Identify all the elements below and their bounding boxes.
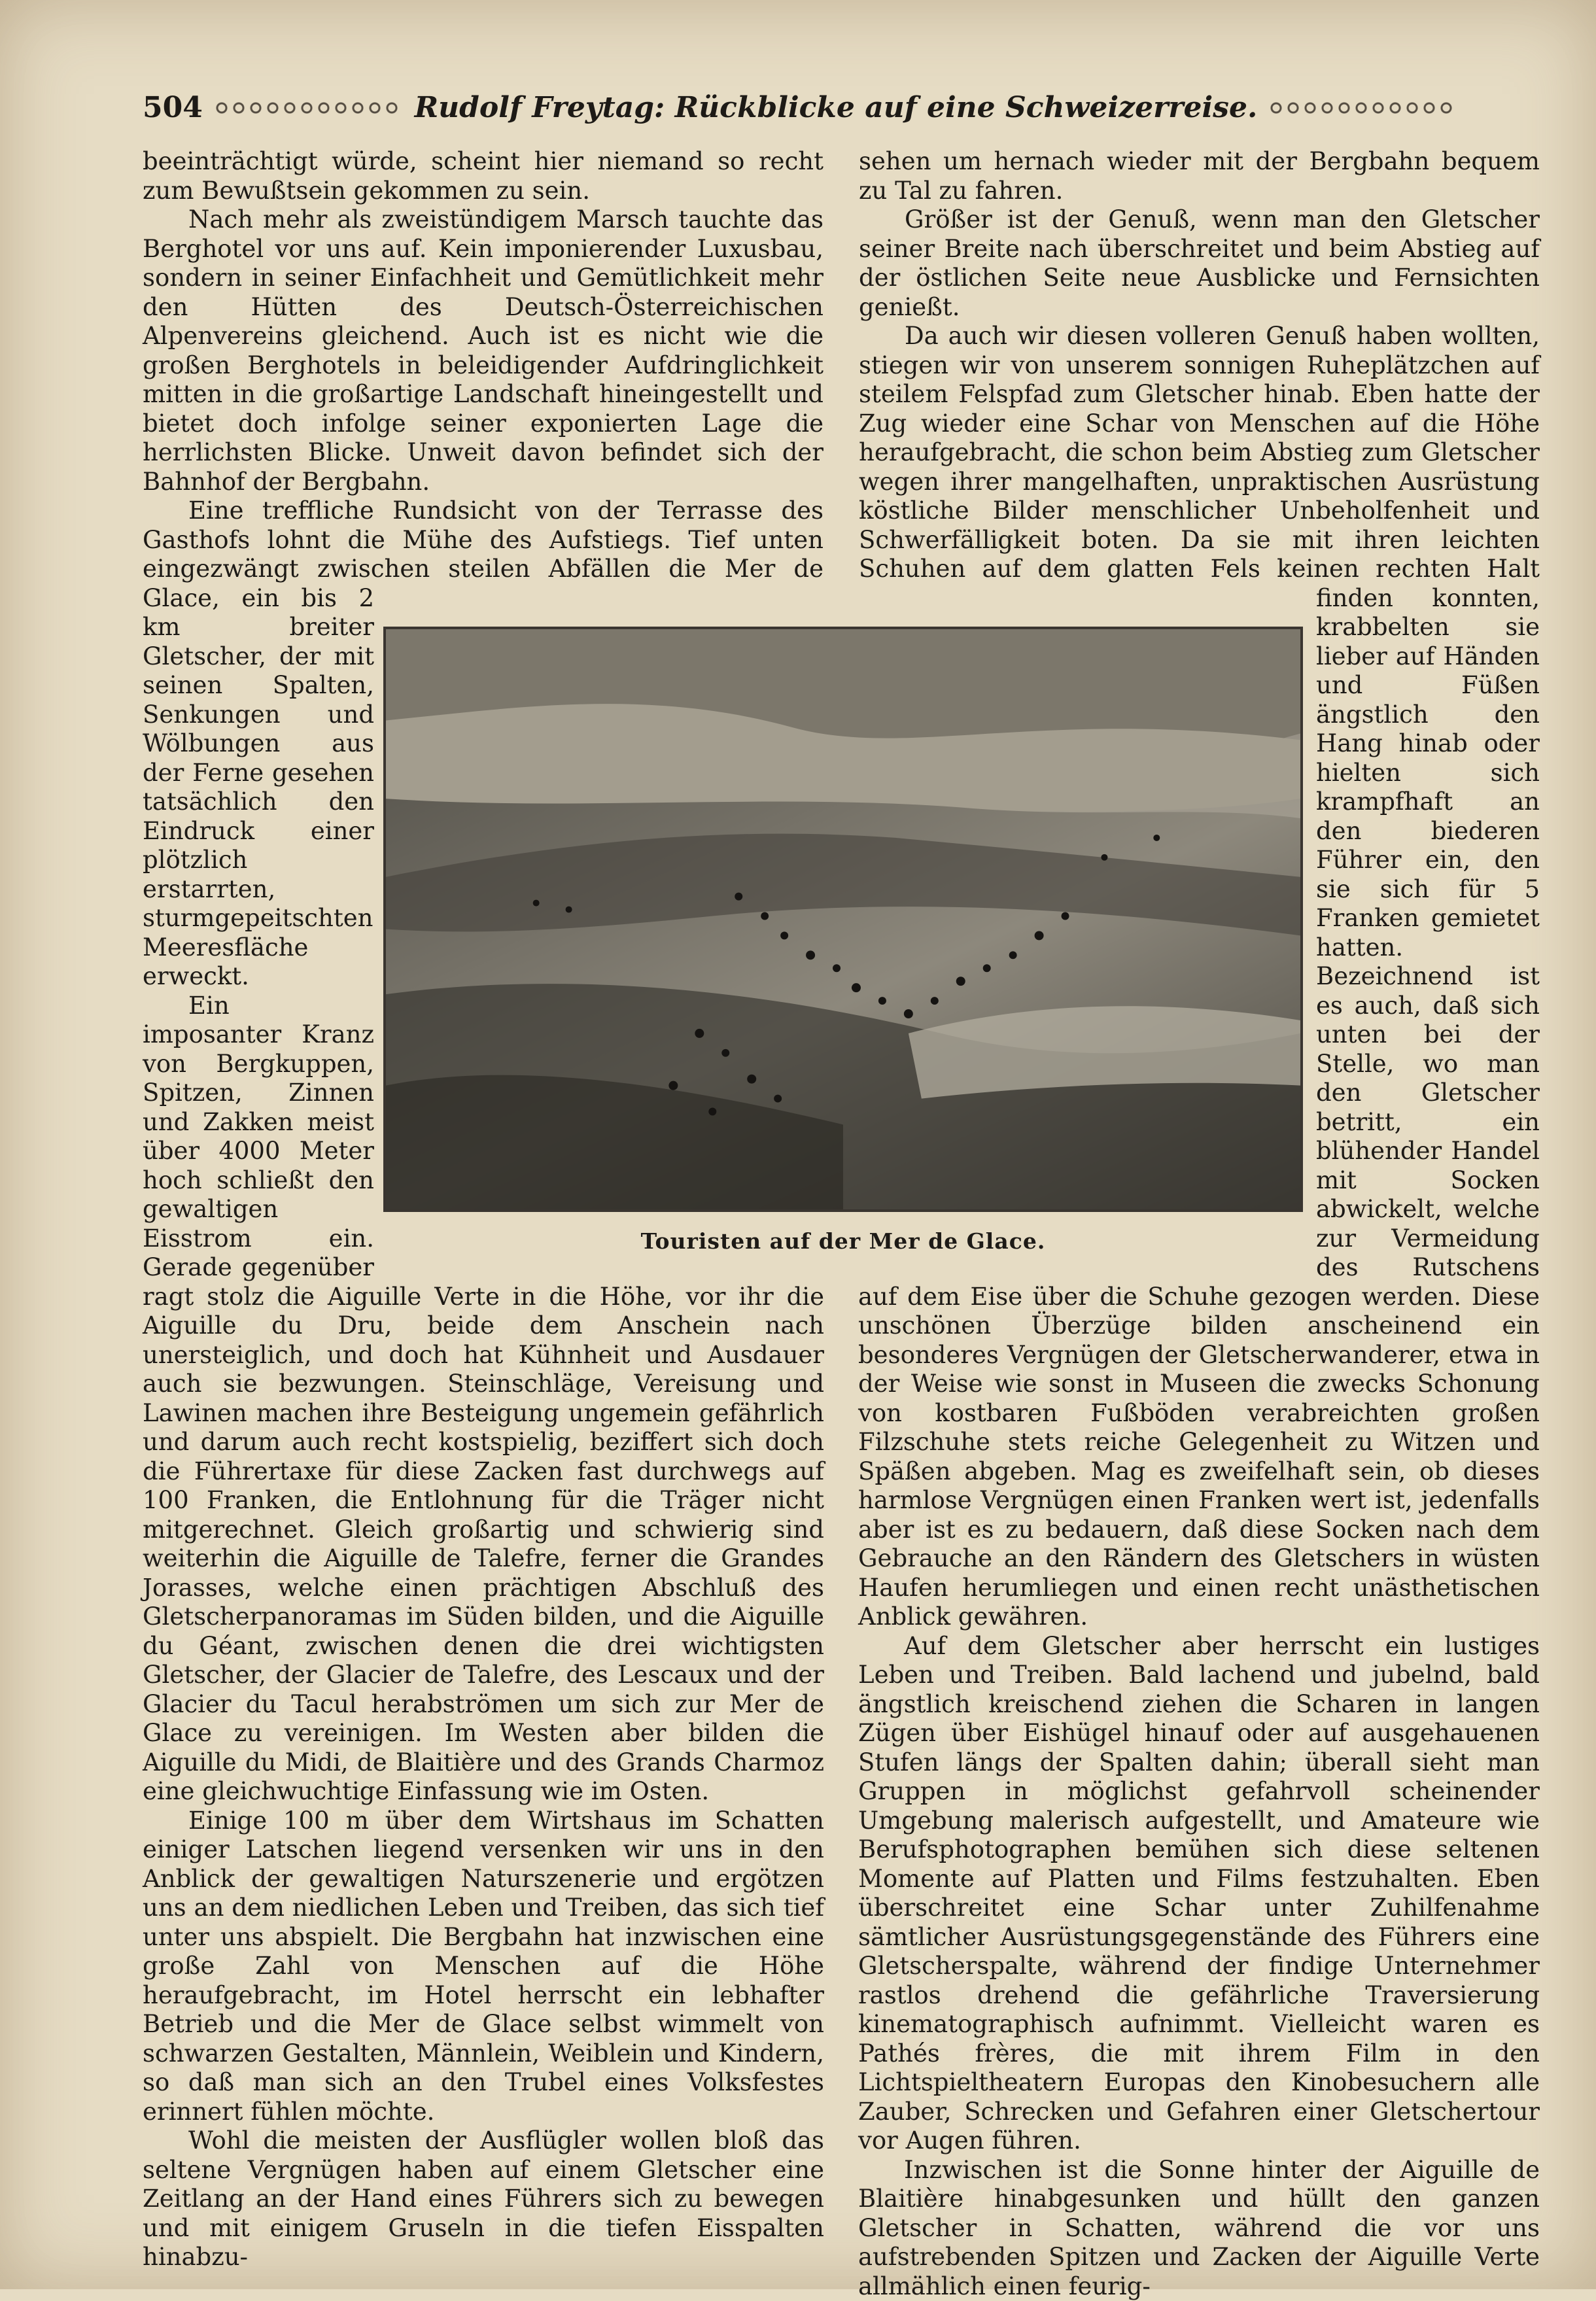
paragraph: Inzwischen ist die Sonne hinter der Aiguille de Blaitière hinabgesunken und hüllt den ganzen Gletscher in Schatten, während die vor uns aufstrebenden Spitzen und Zacken der Aiguille Verte allmählich einen feurig- xyxy=(858,2156,1540,2301)
paragraph: Da auch wir diesen volleren Genuß haben wollten, stiegen wir von unserem sonnigen Ruheplätzchen auf steilem Felspfad zum Gletscher hinab. Eben hatte der Zug wieder eine Schar von Menschen auf die Höhe heraufgebracht, die schon beim Abstieg zum Gletscher wegen ihrer mangelhaften, unpraktischen Ausrüstung köstliche Bilder menschlicher Unbeholfenheit und Schwerfälligkeit boten. Da sie mit ihren leichten Schuhen auf dem glatten Fels keinen rechten Halt finden konnten, krabbelten sie lieber auf Händen und Füßen ängstlich den Hang hinab oder hielten sich krampfhaft an den biederen Führer ein, den sie sich für 5 Franken gemietet hatten. Bezeichnend ist es auch, daß sich unten bei der Stelle, wo man den Gletscher betritt, ein blühender Handel mit Socken abwickelt, welche zur Vermeidung des Rutschens auf dem Eise über die Schuhe gezogen werden. Diese unschönen Überzüge bilden anscheinend ein besonderes Vergnügen der Gletscherwanderer, etwa in der Weise wie sonst in Museen die zwecks Schonung von kostbaren Fußböden verabreichten großen Filzschuhe stets reiche Gelegenheit zu Witzen und Späßen abgeben. Mag es zweifelhaft sein, ob dieses harmlose Vergnügen einen Franken wert ist, jedenfalls aber ist es zu bedauern, daß diese Socken nach dem Gebrauche an den Rändern des Gletschers in wüsten Haufen herumliegen und einen recht unästhetischen Anblick gewähren. xyxy=(858,322,1540,1632)
figure-caption: Touristen auf der Mer de Glace. xyxy=(383,1228,1303,1254)
paragraph: sehen um hernach wieder mit der Bergbahn bequem zu Tal zu fahren. xyxy=(858,147,1540,205)
paragraph: Eine treffliche Rundsicht von der Terrasse des Gasthofs lohnt die Mühe des Aufstiegs. Tief unten eingezwängt zwischen steilen Abfällen die Mer de Glace, ein bis 2 km breiter Gletscher, der mit seinen Spalten, Senkungen und Wölbungen aus der Ferne gesehen tatsächlich den Eindruck einer plötzlich erstarrten, sturmgepeitschten Meeresfläche erweckt. xyxy=(143,496,824,992)
ornament-rule-right xyxy=(1269,101,1457,115)
ornament-rule-left xyxy=(215,101,403,115)
paragraph: Größer ist der Genuß, wenn man den Gletscher seiner Breite nach überschreitet und beim Abstieg auf der östlichen Seite neue Ausblicke und Fernsichten genießt. xyxy=(858,205,1540,322)
paragraph: Auf dem Gletscher aber herrscht ein lustiges Leben und Treiben. Bald lachend und jubelnd, bald ängstlich kreischend ziehen die Scharen in langen Zügen über Eishügel hinauf oder auf ausgehauenen Stufen längs der Spalten dahin; überall sieht man Gruppen in möglichst gefahrvoll scheinender Umgebung malerisch aufgestellt, und Amateure wie Berufsphotographen bemühen sich diese seltenen Momente auf Platten und Films festzuhalten. Eben überschreitet eine Schar unter Zuhilfenahme sämtlicher Ausrüstungsgegenstände des Führers eine Gletscherspalte, während der findige Unternehmer rastlos drehend die gefährliche Traversierung kinematographisch aufnimmt. Vielleicht waren es Pathés frères, die mit ihrem Film in den Lichtspieltheatern Europas den Kinobesuchern alle Zauber, Schrecken und Gefahren einer Gletschertour vor Augen führen. xyxy=(858,1632,1540,2156)
paragraph: Ein imposanter Kranz von Bergkuppen, Spitzen, Zinnen und Zakken meist über 4000 Meter hoch schließt den gewaltigen Eisstrom ein. Gerade gegenüber ragt stolz die Aiguille Verte in die Höhe, vor ihr die Aiguille du Dru, beide dem Anschein nach unersteiglich, und doch hat Kühnheit und Ausdauer auch sie bezwungen. Steinschläge, Vereisung und Lawinen machen ihre Besteigung ungemein gefährlich und darum auch recht kostspielig, beziffert sich doch die Führertaxe für diese Zacken fast durchwegs auf 100 Franken, die Entlohnung für die Träger nicht mitgerechnet. Gleich großartig und schwierig sind weiterhin die Aiguille de Talefre, ferner die Grandes Jorasses, welche einen prächtigen Abschluß des Gletscherpanoramas im Süden bilden, und die Aiguille du Géant, zwischen denen die drei wichtigsten Gletscher, der Glacier de Talefre, des Lescaux und der Glacier du Tacul herabströmen um sich zur Mer de Glace zu vereinigen. Im Westen aber bilden die Aiguille du Midi, de Blaitière und des Grands Charmoz eine gleichwuchtige Einfassung wie im Osten. xyxy=(143,992,824,1807)
page-number: 504 xyxy=(143,85,203,131)
paragraph: beeinträchtigt würde, scheint hier niemand so recht zum Bewußtsein gekommen zu sein. xyxy=(143,147,824,205)
glacier-photo xyxy=(383,627,1303,1212)
paragraph: Nach mehr als zweistündigem Marsch tauchte das Berghotel vor uns auf. Kein imponierender Luxusbau, sondern in seiner Einfachheit und Gemütlichkeit mehr den Hütten des Deutsch-Österreichischen Alpenvereins gleichend. Auch ist es nicht wie die großen Berghotels in beleidigender Aufdringlichkeit mitten in die großartige Landschaft hineingestellt und bietet doch infolge seiner exponierten Lage die herrlichsten Blicke. Unweit davon befindet sich der Bahnhof der Bergbahn. xyxy=(143,205,824,496)
paragraph: Wohl die meisten der Ausflügler wollen bloß das seltene Vergnügen haben auf einem Gletscher eine Zeitlang an der Hand eines Führers sich zu bewegen und mit einigem Gruseln in die tiefen Eisspalten hinabzu- xyxy=(143,2126,824,2272)
paragraph: Einige 100 m über dem Wirtshaus im Schatten einiger Latschen liegend versenken wir uns in den Anblick der gewaltigen Naturszenerie und ergötzen uns an dem niedlichen Leben und Treiben, das sich tief unter uns abspielt. Die Bergbahn hat inzwischen eine große Zahl von Menschen auf die Höhe heraufgebracht, im Hotel herrscht ein lebhafter Betrieb und die Mer de Glace selbst wimmelt von schwarzen Gestalten, Männlein, Weiblein und Kindern, so daß man sich an den Trubel eines Volksfestes erinnert fühlen möchte. xyxy=(143,1807,824,2127)
running-head xyxy=(143,85,1457,131)
figure xyxy=(383,627,1303,1215)
glacier-photo-image xyxy=(386,629,1300,1209)
running-title: Rudolf Freytag: Rückblicke auf eine Schweizerreise. xyxy=(415,85,1258,131)
